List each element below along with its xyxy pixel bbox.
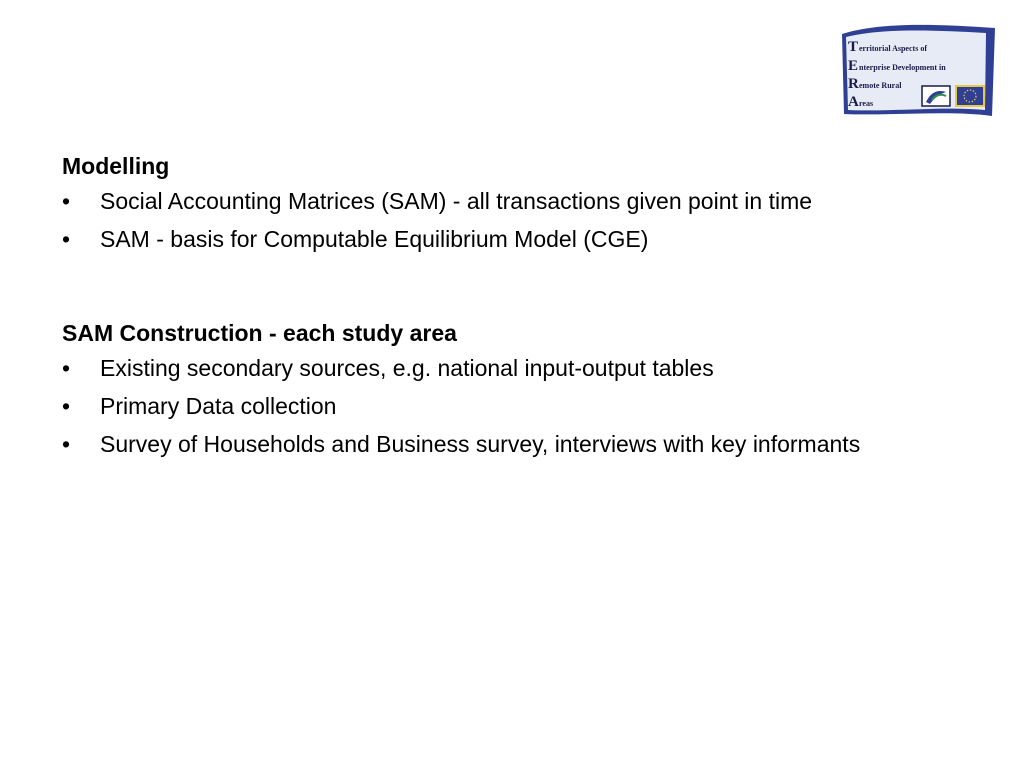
bullet-item [62, 187, 1002, 216]
logo-line-2: nterprise Development in [859, 63, 946, 72]
bullet-symbol: • [62, 431, 71, 457]
logo-initial-a: A [848, 94, 859, 110]
eu-flag-icon [956, 86, 984, 106]
bullet-item [62, 225, 1002, 254]
sam-construction-bullet-list [62, 354, 1002, 459]
logo-line-1: erritorial Aspects of [859, 44, 927, 53]
bullet-symbol: • [62, 188, 71, 214]
modelling-bullet-list [62, 187, 1002, 254]
bullet-item [62, 430, 1002, 459]
logo-initial-e: E [848, 58, 859, 74]
sam-construction-section [62, 318, 1002, 459]
leaf-emblem-icon [922, 86, 950, 106]
bullet-item [62, 392, 1002, 421]
bullet-item [62, 354, 1002, 383]
tera-logo [840, 20, 1000, 120]
bullet-symbol: • [62, 355, 71, 381]
logo-initial-t: T [848, 39, 859, 55]
bullet-text: Existing secondary sources, e.g. national input-output tables [100, 355, 714, 381]
bullet-symbol: • [62, 393, 71, 419]
modelling-section [62, 151, 1002, 254]
bullet-symbol: • [62, 226, 71, 252]
logo-line-3: emote Rural [859, 81, 902, 90]
logo-line-4: reas [859, 99, 874, 108]
bullet-text: SAM - basis for Computable Equilibrium Model (CGE) [100, 226, 649, 252]
tera-logo-graphic [840, 20, 1000, 120]
bullet-text: Primary Data collection [100, 393, 337, 419]
modelling-heading: Modelling [62, 153, 170, 179]
slide-content [62, 151, 1002, 468]
logo-initial-r: R [848, 76, 859, 92]
bullet-text: Survey of Households and Business survey, interviews with key informants [100, 431, 861, 457]
bullet-text: Social Accounting Matrices (SAM) - all transactions given point in time [100, 188, 813, 214]
sam-construction-heading: SAM Construction - each study area [62, 320, 457, 346]
